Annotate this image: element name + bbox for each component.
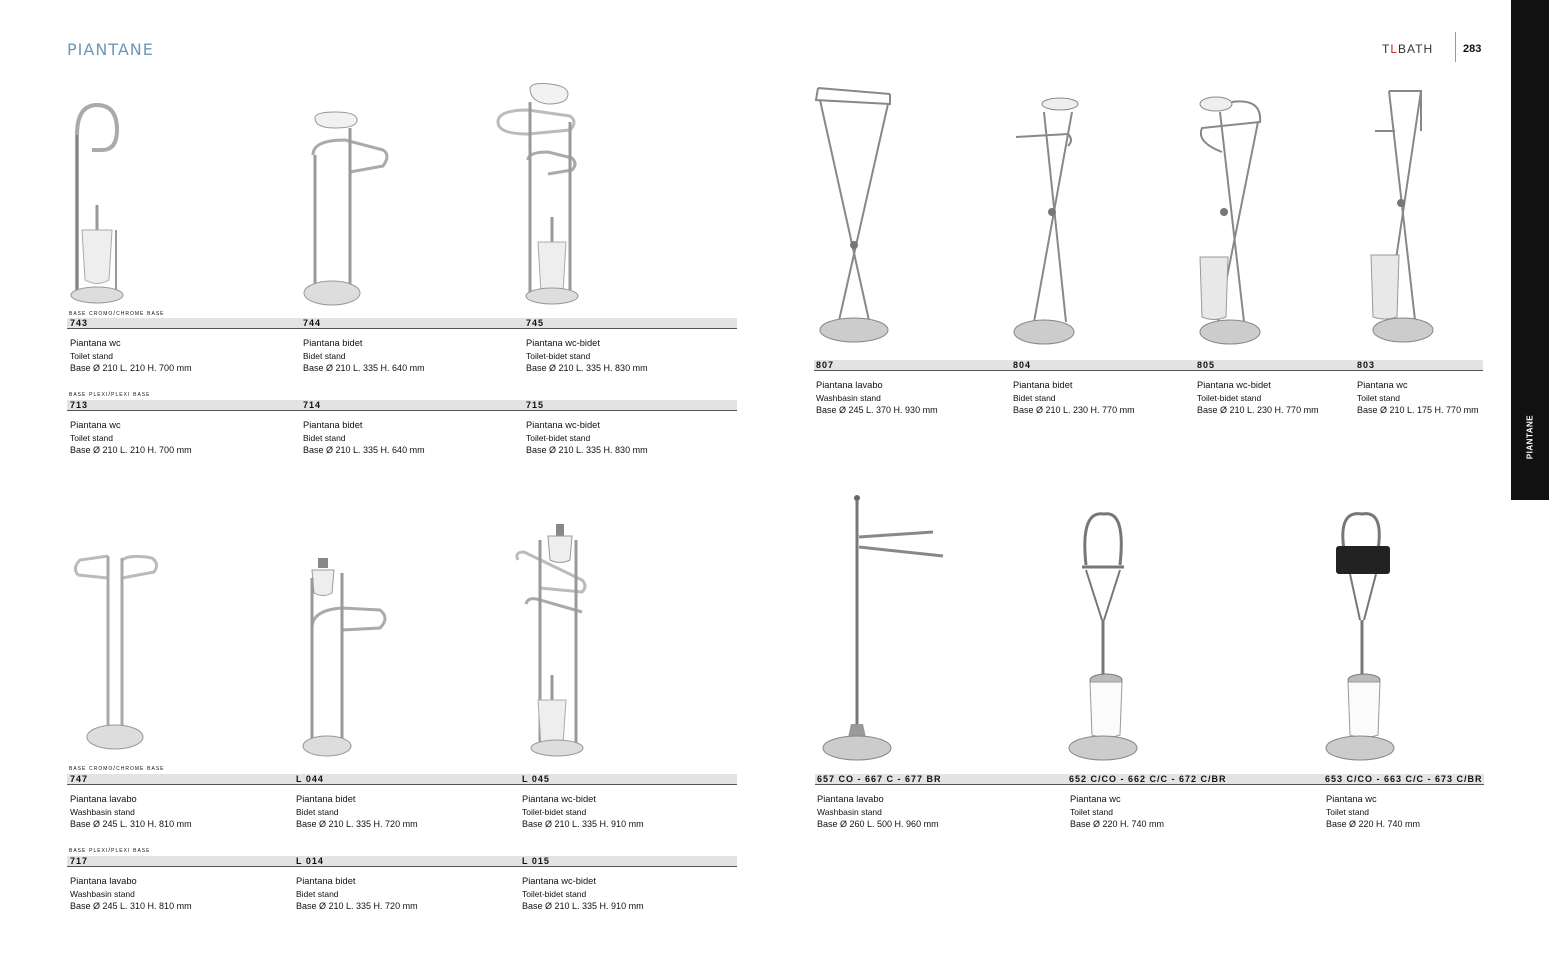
dims-text: Base Ø 210 L. 335 H. 640 mm — [303, 445, 425, 456]
dims-text: Base Ø 210 L. 335 H. 720 mm — [296, 901, 418, 912]
product-info — [1013, 379, 1135, 417]
product-info — [70, 793, 192, 831]
product-info — [296, 875, 418, 913]
product-image-743 — [62, 95, 132, 310]
brand-prefix-text: T — [1382, 42, 1391, 56]
product-info — [816, 379, 938, 417]
dims-text: Base Ø 210 L. 335 H. 910 mm — [522, 819, 644, 830]
sub-text: Bidet stand — [296, 888, 339, 899]
dims-text: Base Ø 210 L. 335 H. 910 mm — [522, 901, 644, 912]
dims-text: Base Ø 210 L. 210 H. 700 mm — [70, 445, 192, 456]
sub-text: Bidet stand — [303, 432, 346, 443]
dims-text: Base Ø 210 L. 230 H. 770 mm — [1013, 405, 1135, 416]
dims-text: Base Ø 220 H. 740 mm — [1326, 819, 1421, 830]
dims-text: Base Ø 210 L. 335 H. 830 mm — [526, 445, 648, 456]
product-image-L045 — [510, 520, 610, 760]
code-bar — [67, 856, 737, 867]
side-tab-label: PIANTANE — [1525, 414, 1535, 460]
sub-text: Toilet stand — [1326, 806, 1369, 817]
product-code: L 015 — [522, 856, 550, 866]
sub-text: Toilet-bidet stand — [1197, 392, 1262, 403]
name-text: Piantana lavabo — [70, 794, 137, 804]
code-bar — [67, 318, 737, 329]
name-text: Piantana lavabo — [817, 794, 884, 804]
brand-logo — [1382, 42, 1433, 56]
product-code: 657 CO - 667 C - 677 BR — [817, 774, 942, 784]
sub-text: Washbasin stand — [70, 806, 135, 817]
name-text: Piantana bidet — [296, 876, 356, 886]
brand-accent-text: L — [1390, 42, 1399, 56]
sub-text: Toilet-bidet stand — [526, 432, 591, 443]
name-text: Piantana bidet — [1013, 380, 1073, 390]
product-image-745 — [488, 82, 588, 312]
section-side-tab — [1511, 0, 1549, 500]
product-info — [1070, 793, 1164, 831]
product-info — [1326, 793, 1420, 831]
dims-text: Base Ø 210 L. 175 H. 770 mm — [1357, 405, 1479, 416]
group-label-plexi-base: base plexi/plexi base — [69, 847, 151, 854]
product-code: 743 — [70, 318, 89, 328]
product-info — [522, 875, 644, 913]
product-info — [1197, 379, 1319, 417]
name-text: Piantana wc-bidet — [526, 338, 600, 348]
group-label-chrome-base: base cromo/chrome base — [69, 310, 165, 317]
product-code: 807 — [816, 360, 835, 370]
product-image-807 — [810, 80, 900, 350]
sub-text: Washbasin stand — [816, 392, 881, 403]
product-image-744 — [295, 110, 395, 310]
dims-text: Base Ø 245 L. 310 H. 810 mm — [70, 901, 192, 912]
page-title: PIANTANE — [67, 40, 154, 59]
dims-text: Base Ø 210 L. 210 H. 700 mm — [70, 363, 192, 374]
product-info — [1357, 379, 1479, 417]
sub-text: Toilet-bidet stand — [522, 888, 587, 899]
sub-text: Bidet stand — [296, 806, 339, 817]
product-code: 803 — [1357, 360, 1376, 370]
name-text: Piantana wc-bidet — [526, 420, 600, 430]
name-text: Piantana wc-bidet — [522, 794, 596, 804]
group-label-chrome-base: base cromo/chrome base — [69, 765, 165, 772]
group-label-plexi-base: base plexi/plexi base — [69, 391, 151, 398]
sub-text: Washbasin stand — [70, 888, 135, 899]
sub-text: Toilet stand — [1070, 806, 1113, 817]
sub-text: Toilet stand — [70, 350, 113, 361]
product-image-804 — [1008, 92, 1088, 352]
name-text: Piantana bidet — [303, 338, 363, 348]
code-bar — [67, 400, 737, 411]
dims-text: Base Ø 245 L. 310 H. 810 mm — [70, 819, 192, 830]
product-code: 747 — [70, 774, 89, 784]
product-info — [70, 419, 192, 457]
product-code: 714 — [303, 400, 322, 410]
sub-text: Bidet stand — [303, 350, 346, 361]
name-text: Piantana wc — [1326, 794, 1377, 804]
code-bar — [67, 774, 737, 785]
sub-text: Toilet-bidet stand — [526, 350, 591, 361]
name-text: Piantana wc-bidet — [1197, 380, 1271, 390]
dims-text: Base Ø 210 L. 230 H. 770 mm — [1197, 405, 1319, 416]
name-text: Piantana wc — [1357, 380, 1408, 390]
product-info — [296, 793, 418, 831]
product-image-652 — [1066, 510, 1146, 765]
product-code: L 044 — [296, 774, 324, 784]
product-info — [70, 337, 192, 375]
sub-text: Toilet-bidet stand — [522, 806, 587, 817]
product-code: 713 — [70, 400, 89, 410]
name-text: Piantana bidet — [303, 420, 363, 430]
sub-text: Washbasin stand — [817, 806, 882, 817]
name-text: Piantana bidet — [296, 794, 356, 804]
product-image-657 — [815, 492, 950, 767]
product-image-653 — [1320, 510, 1400, 765]
dims-text: Base Ø 210 L. 335 H. 830 mm — [526, 363, 648, 374]
name-text: Piantana lavabo — [70, 876, 137, 886]
product-code: L 045 — [522, 774, 550, 784]
product-info — [817, 793, 939, 831]
code-bar — [815, 774, 1484, 785]
dims-text: Base Ø 210 L. 335 H. 720 mm — [296, 819, 418, 830]
sub-text: Bidet stand — [1013, 392, 1056, 403]
page-number: 283 — [1463, 43, 1482, 55]
product-info — [70, 875, 192, 913]
product-info — [522, 793, 644, 831]
sub-text: Toilet stand — [70, 432, 113, 443]
name-text: Piantana wc — [1070, 794, 1121, 804]
code-bar — [814, 360, 1483, 371]
product-code: 715 — [526, 400, 545, 410]
name-text: Piantana wc — [70, 420, 121, 430]
name-text: Piantana wc-bidet — [522, 876, 596, 886]
dims-text: Base Ø 220 H. 740 mm — [1070, 819, 1165, 830]
product-info — [303, 419, 425, 457]
product-code: 717 — [70, 856, 89, 866]
product-code: 745 — [526, 318, 545, 328]
dims-text: Base Ø 210 L. 335 H. 640 mm — [303, 363, 425, 374]
dims-text: Base Ø 245 L. 370 H. 930 mm — [816, 405, 938, 416]
product-code: 744 — [303, 318, 322, 328]
product-code: 652 C/CO - 662 C/C - 672 C/BR — [1069, 774, 1227, 784]
product-code: 804 — [1013, 360, 1032, 370]
brand-suffix-text: BATH — [1398, 42, 1434, 56]
header-divider — [1455, 32, 1456, 62]
product-code: L 014 — [296, 856, 324, 866]
product-image-805 — [1192, 92, 1272, 352]
product-info — [526, 337, 648, 375]
name-text: Piantana wc — [70, 338, 121, 348]
product-image-L044 — [300, 548, 395, 763]
sub-text: Toilet stand — [1357, 392, 1400, 403]
name-text: Piantana lavabo — [816, 380, 883, 390]
product-code: 805 — [1197, 360, 1216, 370]
product-info — [303, 337, 425, 375]
product-image-747 — [70, 550, 165, 760]
product-info — [526, 419, 648, 457]
product-code: 653 C/CO - 663 C/C - 673 C/BR — [1325, 774, 1483, 784]
dims-text: Base Ø 260 L. 500 H. 960 mm — [817, 819, 939, 830]
product-image-803 — [1365, 85, 1445, 350]
